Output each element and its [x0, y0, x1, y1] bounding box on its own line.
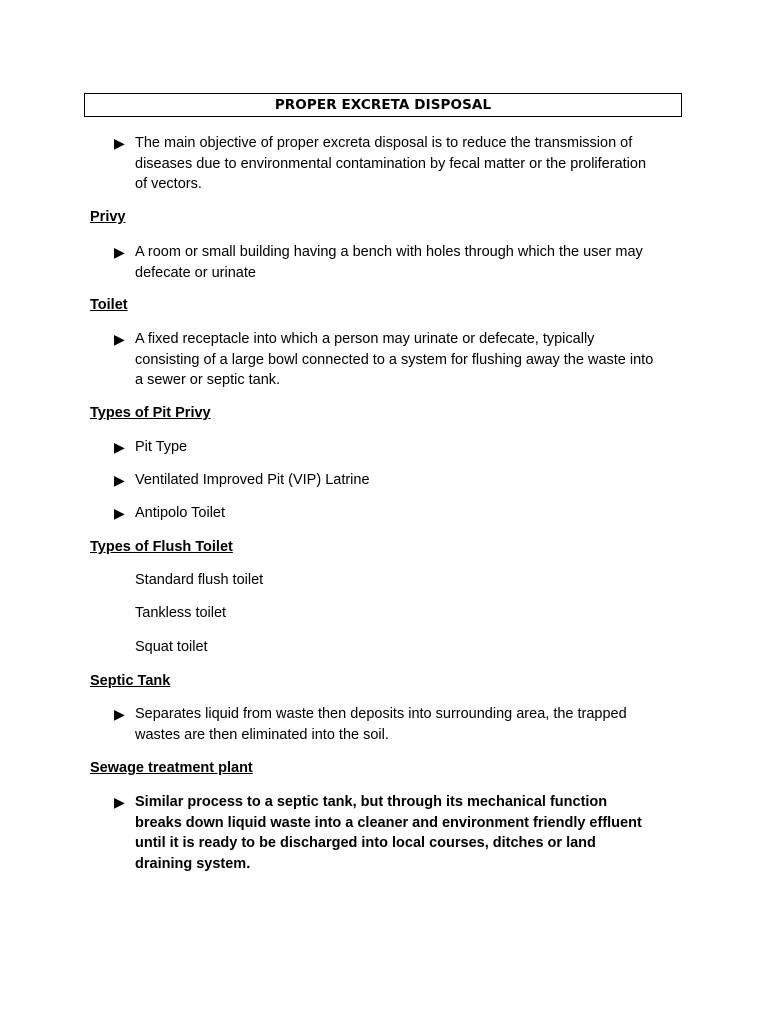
- page-title: PROPER EXCRETA DISPOSAL: [274, 97, 492, 113]
- text-line: draining system.: [135, 855, 251, 872]
- text-line: wastes are then eliminated into the soil.: [135, 726, 389, 743]
- bullet-arrow-icon: ▶: [114, 505, 125, 521]
- bullet-arrow-icon: ▶: [114, 439, 125, 455]
- pit-privy-item: [114, 503, 684, 524]
- toilet-bullet: [114, 329, 684, 391]
- pit-privy-item: [114, 470, 684, 491]
- text-line: consisting of a large bowl connected to a system for flushing away the waste into: [135, 351, 654, 368]
- text-line: breaks down liquid waste into a cleaner and environment friendly effluent: [135, 814, 642, 831]
- text-line: A fixed receptacle into which a person may urinate or defecate, typically: [135, 331, 595, 347]
- text-line: a sewer or septic tank.: [135, 372, 281, 388]
- section-heading-toilet: Toilet: [90, 297, 128, 313]
- sewage-plant-bullet: [114, 792, 684, 874]
- section-heading-septic-tank: Septic Tank: [90, 673, 171, 689]
- text-line: Separates liquid from waste then deposits into surrounding area, the trapped: [135, 706, 627, 722]
- bullet-arrow-icon: ▶: [114, 472, 125, 488]
- bullet-arrow-icon: ▶: [114, 706, 125, 722]
- septic-tank-bullet: [114, 704, 684, 745]
- flush-toilet-item: Standard flush toilet: [135, 572, 264, 588]
- bullet-arrow-icon: ▶: [114, 331, 125, 347]
- list-item-text: Ventilated Improved Pit (VIP) Latrine: [135, 472, 370, 488]
- bullet-arrow-icon: ▶: [114, 244, 125, 260]
- toilet-text: [135, 329, 653, 391]
- intro-bullet: [114, 133, 684, 195]
- list-item-text: Antipolo Toilet: [135, 505, 226, 521]
- section-heading-sewage-plant: Sewage treatment plant: [90, 760, 253, 776]
- privy-bullet: [114, 242, 684, 283]
- text-line: diseases due to environmental contamination by fecal matter or the proliferation: [135, 155, 647, 172]
- section-heading-privy: Privy: [90, 209, 126, 225]
- text-line: A room or small building having a bench with holes through which the user may: [135, 244, 643, 260]
- title-box: [84, 93, 682, 117]
- list-item-text: Pit Type: [135, 439, 188, 455]
- pit-privy-item: [114, 437, 684, 458]
- bullet-arrow-icon: ▶: [114, 135, 125, 151]
- text-line: of vectors.: [135, 176, 202, 192]
- section-heading-flush-toilet: Types of Flush Toilet: [90, 539, 233, 555]
- section-heading-pit-privy: Types of Pit Privy: [90, 405, 211, 421]
- septic-tank-text: [135, 704, 627, 745]
- bullet-arrow-icon: ▶: [114, 794, 125, 810]
- text-line: Similar process to a septic tank, but through its mechanical function: [135, 794, 608, 810]
- text-line: defecate or urinate: [135, 264, 256, 281]
- text-line: until it is ready to be discharged into local courses, ditches or land: [135, 835, 596, 851]
- sewage-plant-text: [135, 792, 642, 874]
- text-line: The main objective of proper excreta disposal is to reduce the transmission of: [135, 135, 633, 151]
- flush-toilet-item: Tankless toilet: [135, 605, 227, 621]
- privy-text: [135, 242, 643, 283]
- flush-toilet-item: Squat toilet: [135, 639, 208, 655]
- intro-text: [135, 133, 646, 195]
